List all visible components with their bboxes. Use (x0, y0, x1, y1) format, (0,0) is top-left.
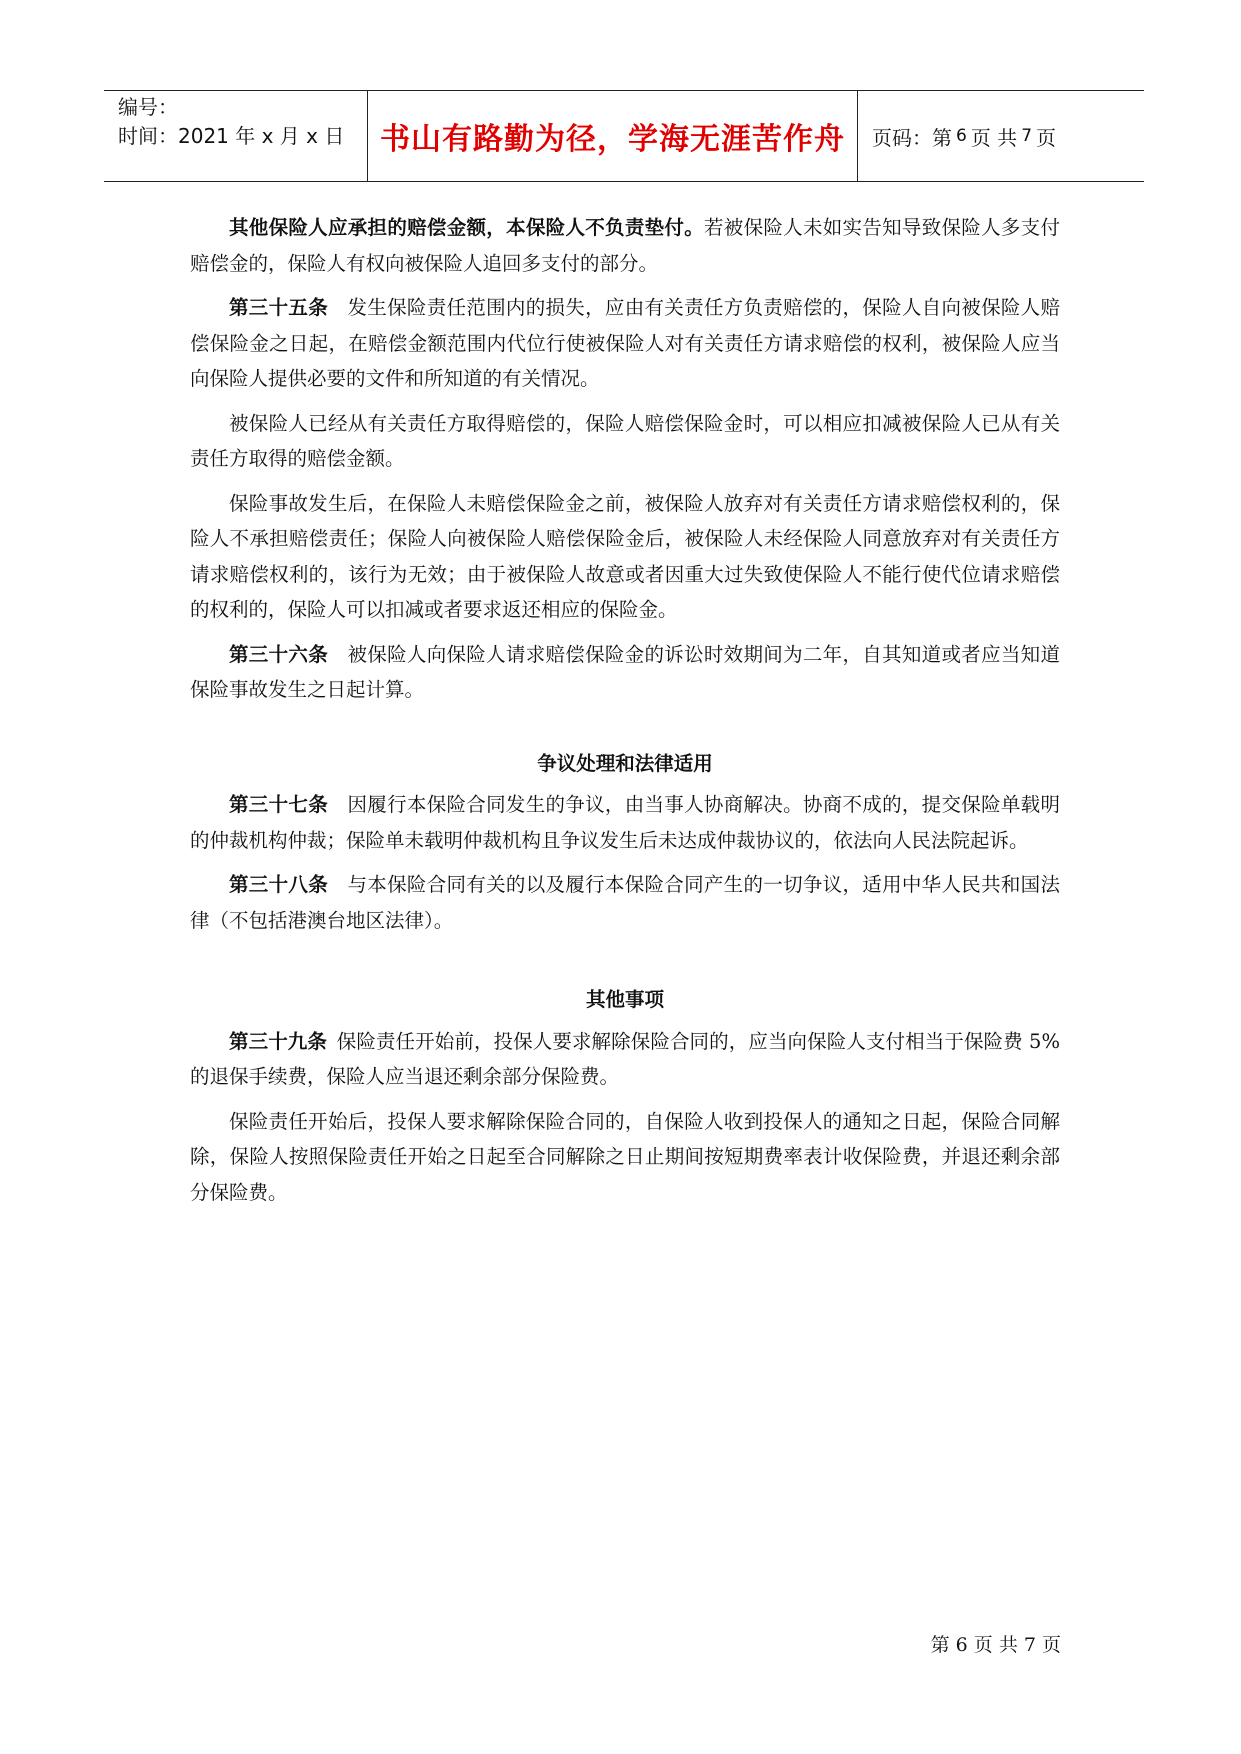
article-38 (190, 867, 1060, 938)
article-36 (190, 637, 1060, 708)
article-label: 第三十五条 (229, 296, 328, 319)
bold-statement: 其他保险人应承担的赔偿金额，本保险人不负责垫付。 (229, 216, 705, 239)
page-prefix: 页码：第 (872, 125, 952, 150)
article-39 (190, 1024, 1060, 1095)
paragraph: 保险事故发生后，在保险人未赔偿保险金之前，被保险人放弃对有关责任方请求赔偿权利的，保险人不承担赔偿责任；保险人向被保险人赔偿保险金后，被保险人未经保险人同意放弃对有关责任方请求赔偿权利的，该行为无效；由于被保险人故意或者因重大过失致使保险人不能行使代位请求赔偿的权利的，保险人可以扣减或者要求返还相应的保险金。 (190, 491, 1060, 621)
document-number-label: 编号： (118, 95, 178, 119)
paragraph (190, 210, 1060, 281)
article-text: 被保险人向保险人请求赔偿保险金的诉讼时效期间为二年，自其知道或者应当知道保险事故发生之日起计算。 (190, 642, 1060, 701)
article-label: 第三十八条 (229, 873, 328, 896)
document-time: 时间：2021 年 x 月 x 日 (118, 124, 345, 148)
document-body (190, 210, 1060, 1219)
page-total: 7 (1021, 126, 1033, 146)
article-text: 与本保险合同有关的以及履行本保险合同产生的一切争议，适用中华人民共和国法律（不包括港澳台地区法律）。 (190, 873, 1060, 932)
article-label: 第三十七条 (229, 793, 328, 816)
page-footer: 第 6 页 共 7 页 (930, 1634, 1061, 1656)
article-text: 发生保险责任范围内的损失，应由有关责任方负责赔偿的，保险人自向被保险人赔偿保险金之日起，在赔偿金额范围内代位行使被保险人对有关责任方请求赔偿的权利，被保险人应当向保险人提供必要的文件和所知道的有关情况。 (190, 296, 1060, 390)
section-heading: 其他事项 (585, 988, 664, 1011)
header-motto: 书山有路勤为径，学海无涯苦作舟 (368, 91, 858, 181)
paragraph-text: 若被保险人未如实告知导致保险人多支付赔偿金的，保险人有权向被保险人追回多支付的部分。 (190, 216, 1060, 275)
article-label: 第三十九条 (229, 1029, 327, 1053)
paragraph: 保险责任开始后，投保人要求解除保险合同的，自保险人收到投保人的通知之日起，保险合同解除，保险人按照保险责任开始之日起至合同解除之日止期间按短期费率表计收保险费，并退还剩余部分保险费。 (190, 1109, 1060, 1204)
page-header (104, 90, 1144, 182)
page-suffix: 页 (1036, 125, 1057, 150)
page-current: 6 (956, 126, 967, 146)
section-heading: 争议处理和法律适用 (537, 751, 713, 775)
header-meta (104, 91, 368, 181)
paragraph: 被保险人已经从有关责任方取得赔偿的，保险人赔偿保险金时，可以相应扣减被保险人已从有关责任方取得的赔偿金额。 (190, 411, 1060, 470)
page-mid: 页 共 (970, 125, 1018, 150)
article-text: 保险责任开始前，投保人要求解除保险合同的，应当向保险人支付相当于保险费 5%的退保手续费，保险人应当退还剩余部分保险费。 (190, 1029, 1060, 1088)
article-35 (190, 290, 1060, 397)
article-text: 因履行本保险合同发生的争议，由当事人协商解决。协商不成的，提交保险单载明的仲裁机构仲裁；保险单未载明仲裁机构且争议发生后未达成仲裁协议的，依法向人民法院起诉。 (190, 793, 1060, 852)
header-page-info (858, 91, 1144, 181)
article-37 (190, 787, 1060, 858)
article-label: 第三十六条 (229, 642, 328, 666)
